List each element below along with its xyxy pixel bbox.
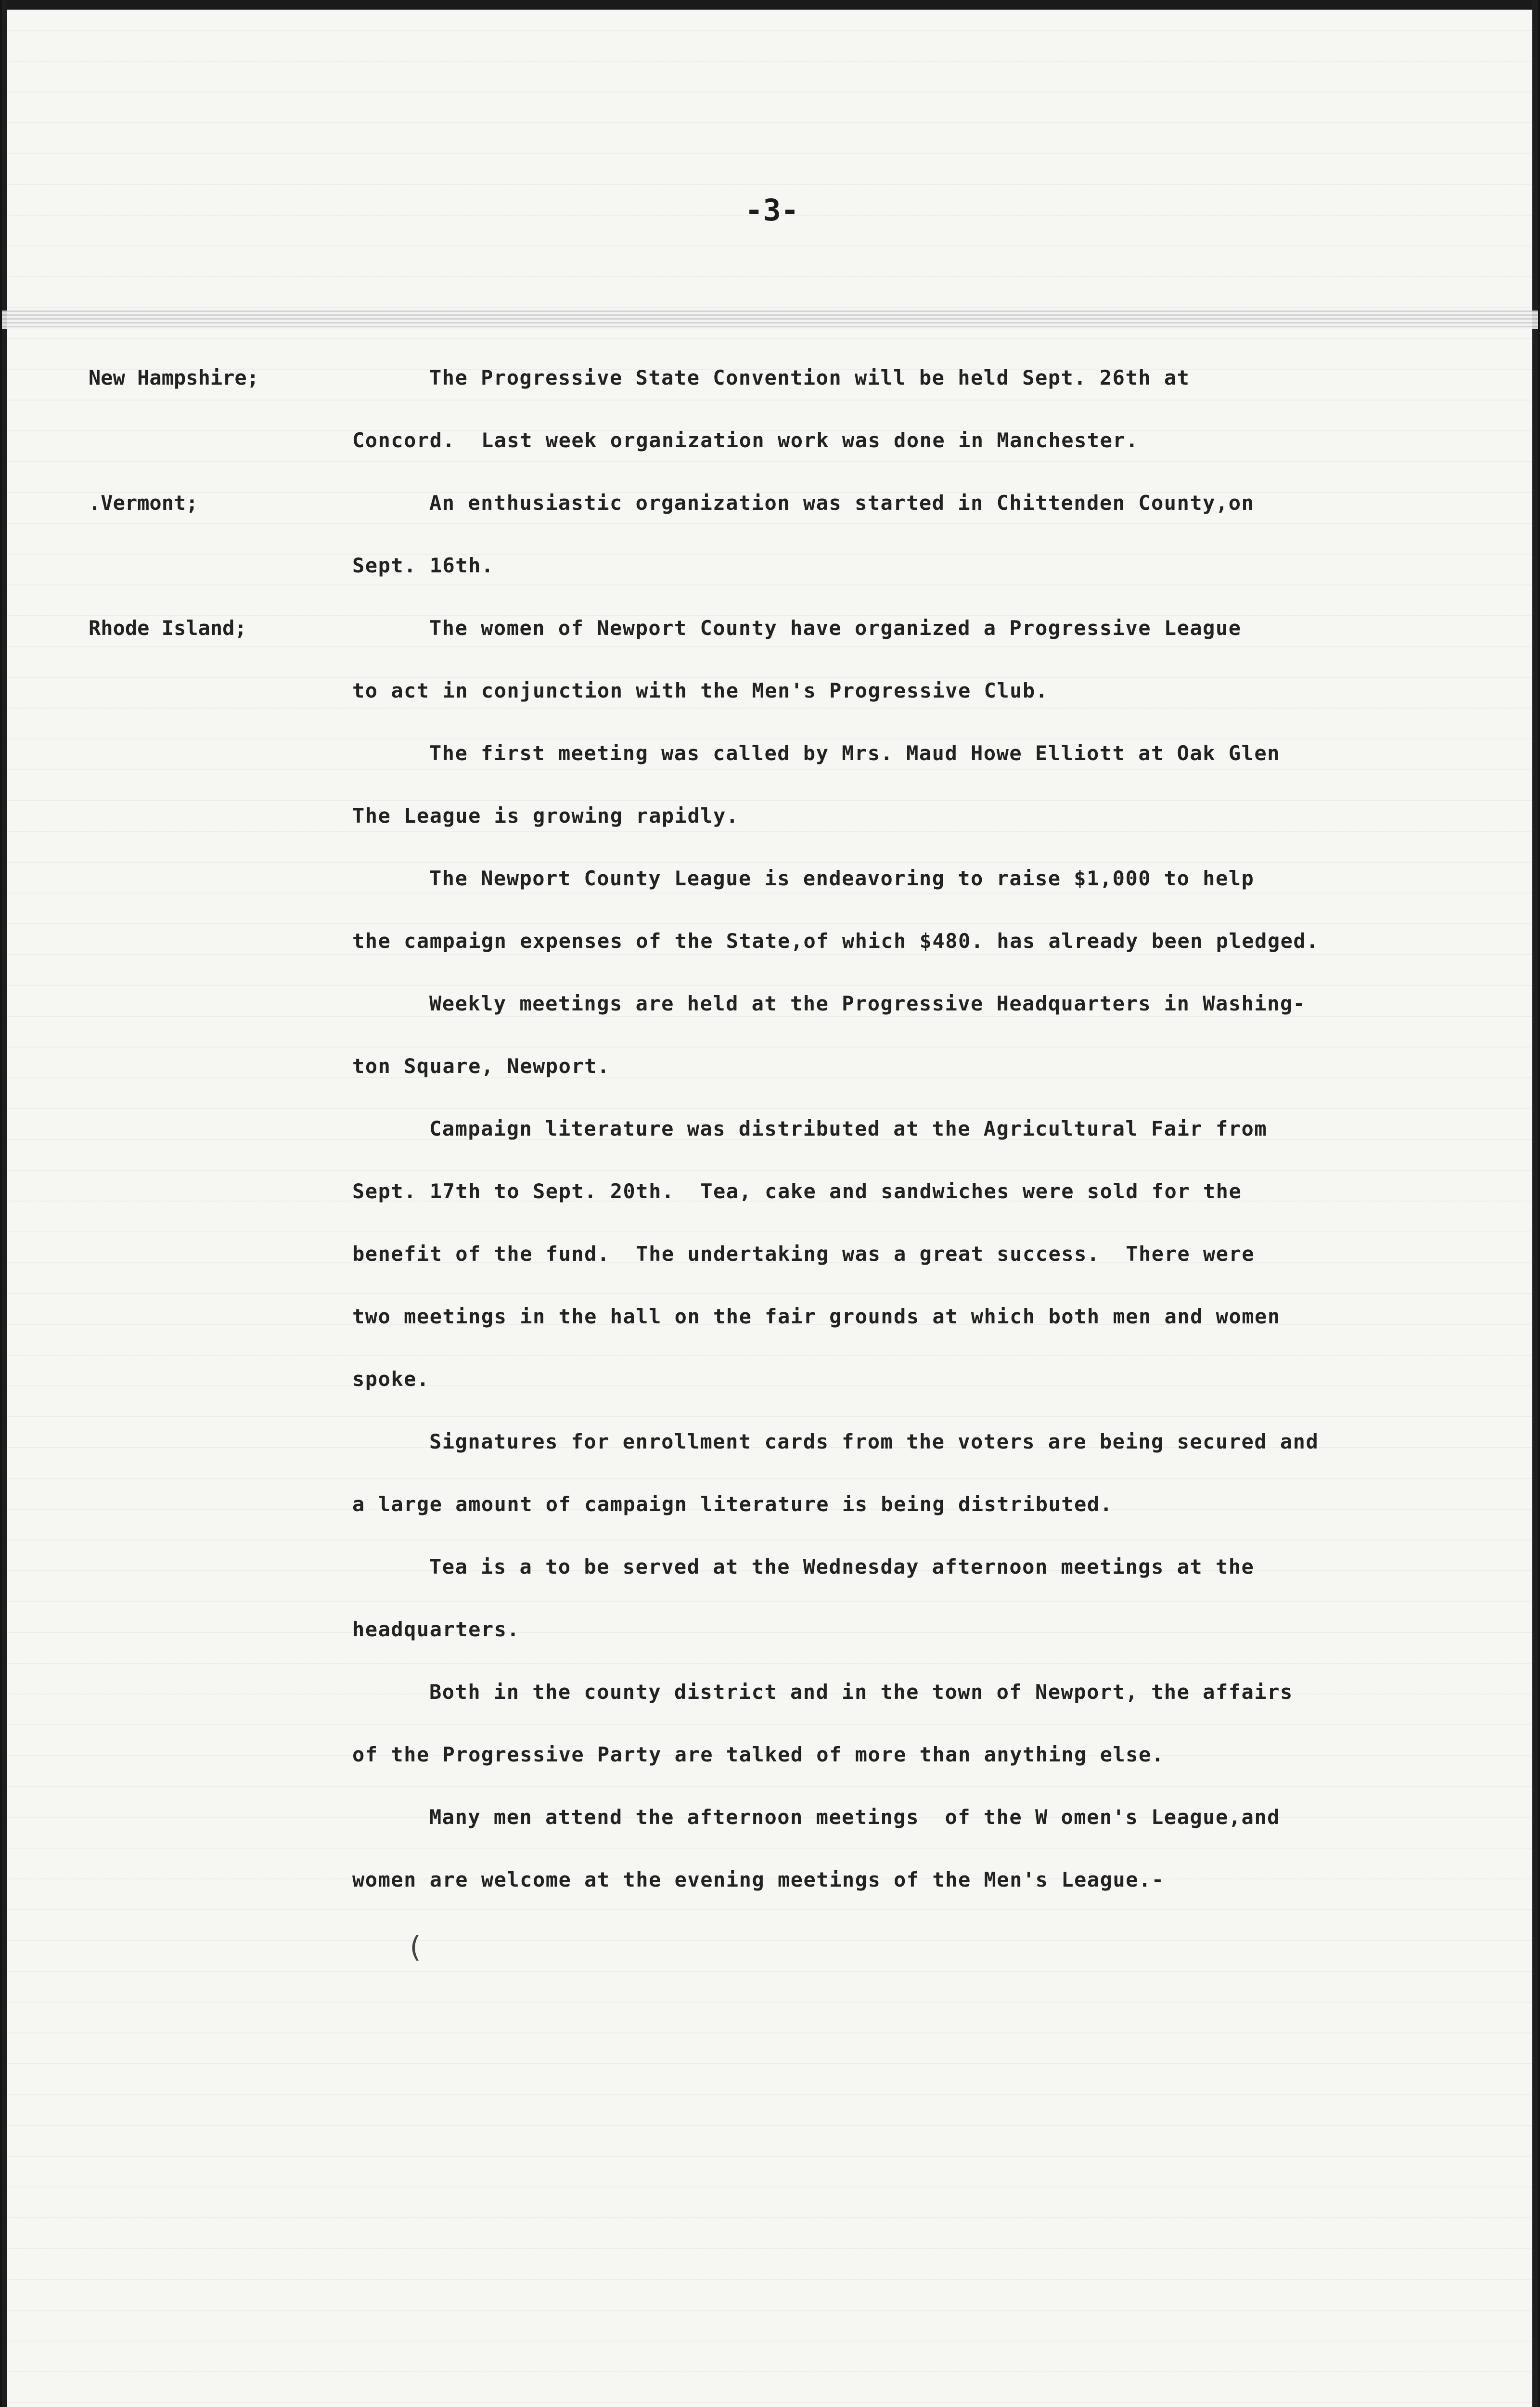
body-line: An enthusiastic organization was started in Chittenden County,on — [429, 491, 1255, 515]
state-heading-new-hampshire: New Hampshire; — [89, 366, 259, 389]
body-line: Weekly meetings are held at the Progressive Headquarters in Washing- — [429, 992, 1306, 1015]
body-line: Sept. 17th to Sept. 20th. Tea, cake and sandwiches were sold for the — [352, 1179, 1242, 1203]
body-line: Both in the county district and in the town of Newport, the affairs — [429, 1680, 1293, 1704]
scan-border-left — [2, 0, 7, 2407]
body-line: The Progressive State Convention will be held Sept. 26th at — [429, 366, 1190, 389]
body-line: Sept. 16th. — [352, 554, 494, 577]
body-line: Campaign literature was distributed at the Agricultural Fair from — [429, 1117, 1268, 1140]
scan-border-top — [2, 0, 1538, 10]
body-line: of the Progressive Party are talked of more than anything else. — [352, 1743, 1165, 1766]
state-heading-vermont: .Vermont; — [89, 491, 198, 515]
body-line: The first meeting was called by Mrs. Maud Howe Elliott at Oak Glen — [429, 741, 1280, 765]
page-number: -3- — [745, 193, 799, 228]
document-page — [2, 0, 1538, 2407]
body-line: The Newport County League is endeavoring to raise $1,000 to help — [429, 867, 1255, 890]
header-rule-band — [2, 311, 1538, 329]
body-line: headquarters. — [352, 1618, 520, 1641]
paper-blemish: ( — [406, 1930, 424, 1964]
body-line: Signatures for enrollment cards from the voters are being secured and — [429, 1430, 1319, 1453]
body-line: The women of Newport County have organized a Progressive League — [429, 616, 1242, 640]
body-line: spoke. — [352, 1367, 430, 1391]
body-line: Concord. Last week organization work was done in Manchester. — [352, 428, 1139, 452]
state-heading-rhode-island: Rhode Island; — [89, 616, 247, 640]
body-line: ton Square, Newport. — [352, 1054, 610, 1078]
body-line: women are welcome at the evening meetings of the Men's League.- — [352, 1868, 1165, 1891]
body-line: Many men attend the afternoon meetings of the W omen's League,and — [429, 1805, 1280, 1829]
body-line: the campaign expenses of the State,of which $480. has already been pledged. — [352, 929, 1319, 953]
body-line: benefit of the fund. The undertaking was a great success. There were — [352, 1242, 1255, 1266]
body-line: The League is growing rapidly. — [352, 804, 739, 828]
body-line: a large amount of campaign literature is being distributed. — [352, 1492, 1113, 1516]
body-line: two meetings in the hall on the fair grounds at which both men and women — [352, 1305, 1281, 1328]
body-line: to act in conjunction with the Men's Progressive Club. — [352, 679, 1049, 702]
scan-border-right — [1532, 0, 1538, 2407]
body-line: Tea is a to be served at the Wednesday afternoon meetings at the — [429, 1555, 1255, 1579]
